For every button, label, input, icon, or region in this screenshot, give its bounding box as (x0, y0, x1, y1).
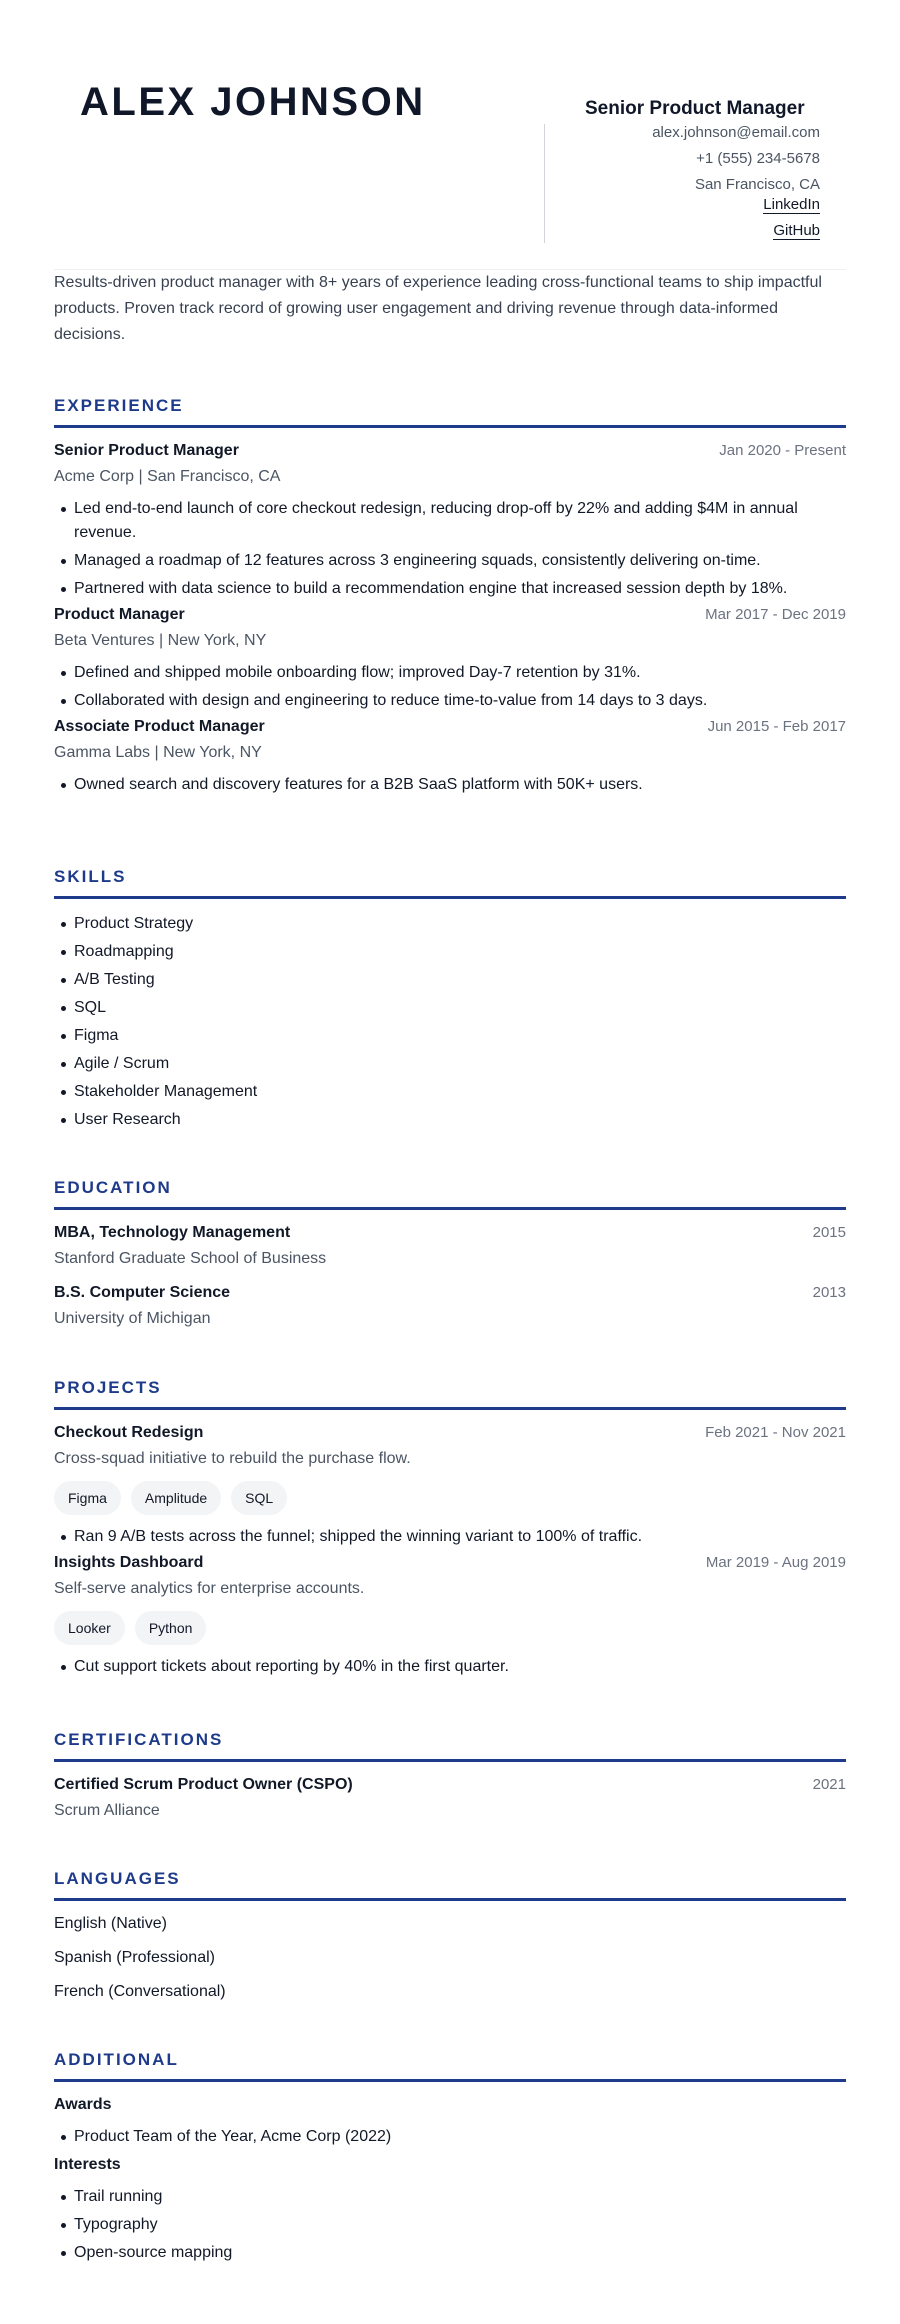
certifications-section (54, 1730, 846, 1827)
contact-phone: +1 (555) 234-5678 (696, 150, 820, 167)
contact-location: San Francisco, CA (694, 176, 820, 193)
skill-item: Product Strategy (54, 912, 846, 936)
section-rule (54, 896, 846, 899)
job-company: Acme Corp | San Francisco, CA (54, 468, 281, 485)
candidate-role: Senior Product Manager (585, 98, 805, 119)
job-bullet: Managed a roadmap of 12 features across 3 engineering squads, consistently delivering on-time. (54, 549, 846, 573)
skill-item: A/B Testing (54, 968, 846, 992)
certification-entry (54, 1775, 846, 1827)
project-name: Insights Dashboard (54, 1554, 204, 1571)
skill-item: Roadmapping (54, 940, 846, 964)
job-bullet: Collaborated with design and engineering to reduce time-to-value from 14 days to 3 days. (54, 689, 846, 713)
tag-chip: Figma (54, 1481, 121, 1515)
tag-chip: Looker (54, 1611, 125, 1645)
job-dates: Jan 2020 - Present (719, 442, 846, 459)
language-item: Spanish (Professional) (54, 1949, 215, 1966)
school-name: University of Michigan (54, 1310, 211, 1327)
skill-item: Figma (54, 1024, 846, 1048)
job-bullet: Partnered with data science to build a recommendation engine that increased session depth by 18%. (54, 577, 846, 601)
summary-text: Results-driven product manager with 8+ years of experience leading cross-functional teams to ship impactful products. Proven track record of growing user engagement and driving revenue through data-informed decisions. (54, 274, 822, 343)
tag-chip: SQL (231, 1481, 287, 1515)
resume-header (0, 0, 900, 270)
interest-item: Trail running (54, 2185, 846, 2209)
award-item: Product Team of the Year, Acme Corp (2022) (54, 2125, 846, 2149)
project-description: Cross-squad initiative to rebuild the purchase flow. (54, 1450, 411, 1467)
contact-email[interactable]: alex.johnson@email.com (652, 124, 820, 141)
job-bullet: Defined and shipped mobile onboarding flow; improved Day-7 retention by 31%. (54, 661, 846, 685)
education-entry (54, 1283, 846, 1335)
job-entry (54, 717, 846, 797)
languages-section (54, 1869, 846, 2016)
tag-chip: Python (135, 1611, 207, 1645)
section-rule (54, 2079, 846, 2082)
project-dates: Mar 2019 - Aug 2019 (705, 1554, 846, 1571)
language-item: French (Conversational) (54, 1983, 226, 2000)
section-title-languages: LANGUAGES (54, 1869, 181, 1888)
project-tags (54, 1611, 846, 1645)
interests-heading: Interests (54, 2156, 121, 2173)
section-title-additional: ADDITIONAL (54, 2050, 179, 2069)
project-entry (54, 1423, 846, 1549)
linkedin-link[interactable]: LinkedIn (763, 196, 820, 213)
job-title: Senior Product Manager (54, 442, 239, 459)
experience-section (54, 396, 846, 801)
job-dates: Mar 2017 - Dec 2019 (705, 606, 846, 623)
job-bullet: Led end-to-end launch of core checkout redesign, reducing drop-off by 22% and adding $4M in annual revenue. (54, 497, 846, 545)
section-title-certifications: CERTIFICATIONS (54, 1730, 224, 1749)
tag-chip: Amplitude (131, 1481, 221, 1515)
skill-item: SQL (54, 996, 846, 1020)
job-company: Gamma Labs | New York, NY (54, 744, 262, 761)
skill-item: User Research (54, 1108, 846, 1132)
section-rule (54, 1407, 846, 1410)
projects-section (54, 1378, 846, 1683)
contact-block (652, 124, 820, 248)
skill-item: Stakeholder Management (54, 1080, 846, 1104)
degree-year: 2013 (812, 1284, 846, 1301)
language-item: English (Native) (54, 1915, 167, 1932)
job-dates: Jun 2015 - Feb 2017 (707, 718, 846, 735)
project-description: Self-serve analytics for enterprise accounts. (54, 1580, 365, 1597)
school-name: Stanford Graduate School of Business (54, 1250, 327, 1267)
certification-year: 2021 (812, 1776, 846, 1793)
degree-name: MBA, Technology Management (54, 1224, 291, 1241)
degree-name: B.S. Computer Science (54, 1284, 231, 1301)
degree-year: 2015 (812, 1224, 846, 1241)
additional-section (54, 2050, 846, 2269)
candidate-name: ALEX JOHNSON (80, 80, 426, 124)
job-bullet: Owned search and discovery features for a B2B SaaS platform with 50K+ users. (54, 773, 846, 797)
section-rule (54, 1207, 846, 1210)
certification-issuer: Scrum Alliance (54, 1802, 160, 1819)
job-entry (54, 441, 846, 601)
section-rule (54, 1759, 846, 1762)
project-bullet: Cut support tickets about reporting by 40% in the first quarter. (54, 1655, 846, 1679)
github-link[interactable]: GitHub (773, 222, 820, 239)
project-dates: Feb 2021 - Nov 2021 (705, 1424, 846, 1441)
contact-divider (544, 124, 545, 243)
project-tags (54, 1481, 846, 1515)
project-entry (54, 1553, 846, 1679)
job-title: Product Manager (54, 606, 185, 623)
interest-item: Typography (54, 2213, 846, 2237)
skills-section (54, 867, 846, 1136)
section-rule (54, 425, 846, 428)
education-section (54, 1178, 846, 1335)
section-title-education: EDUCATION (54, 1178, 172, 1197)
section-title-skills: SKILLS (54, 867, 127, 886)
section-title-projects: PROJECTS (54, 1378, 162, 1397)
education-entry (54, 1223, 846, 1275)
section-title-experience: EXPERIENCE (54, 396, 184, 415)
job-entry (54, 605, 846, 713)
job-company: Beta Ventures | New York, NY (54, 632, 267, 649)
section-rule (54, 1898, 846, 1901)
awards-heading: Awards (54, 2096, 112, 2113)
project-name: Checkout Redesign (54, 1424, 204, 1441)
certification-name: Certified Scrum Product Owner (CSPO) (54, 1776, 353, 1793)
job-title: Associate Product Manager (54, 718, 265, 735)
project-bullet: Ran 9 A/B tests across the funnel; shipped the winning variant to 100% of traffic. (54, 1525, 846, 1549)
interest-item: Open-source mapping (54, 2241, 846, 2265)
skill-item: Agile / Scrum (54, 1052, 846, 1076)
